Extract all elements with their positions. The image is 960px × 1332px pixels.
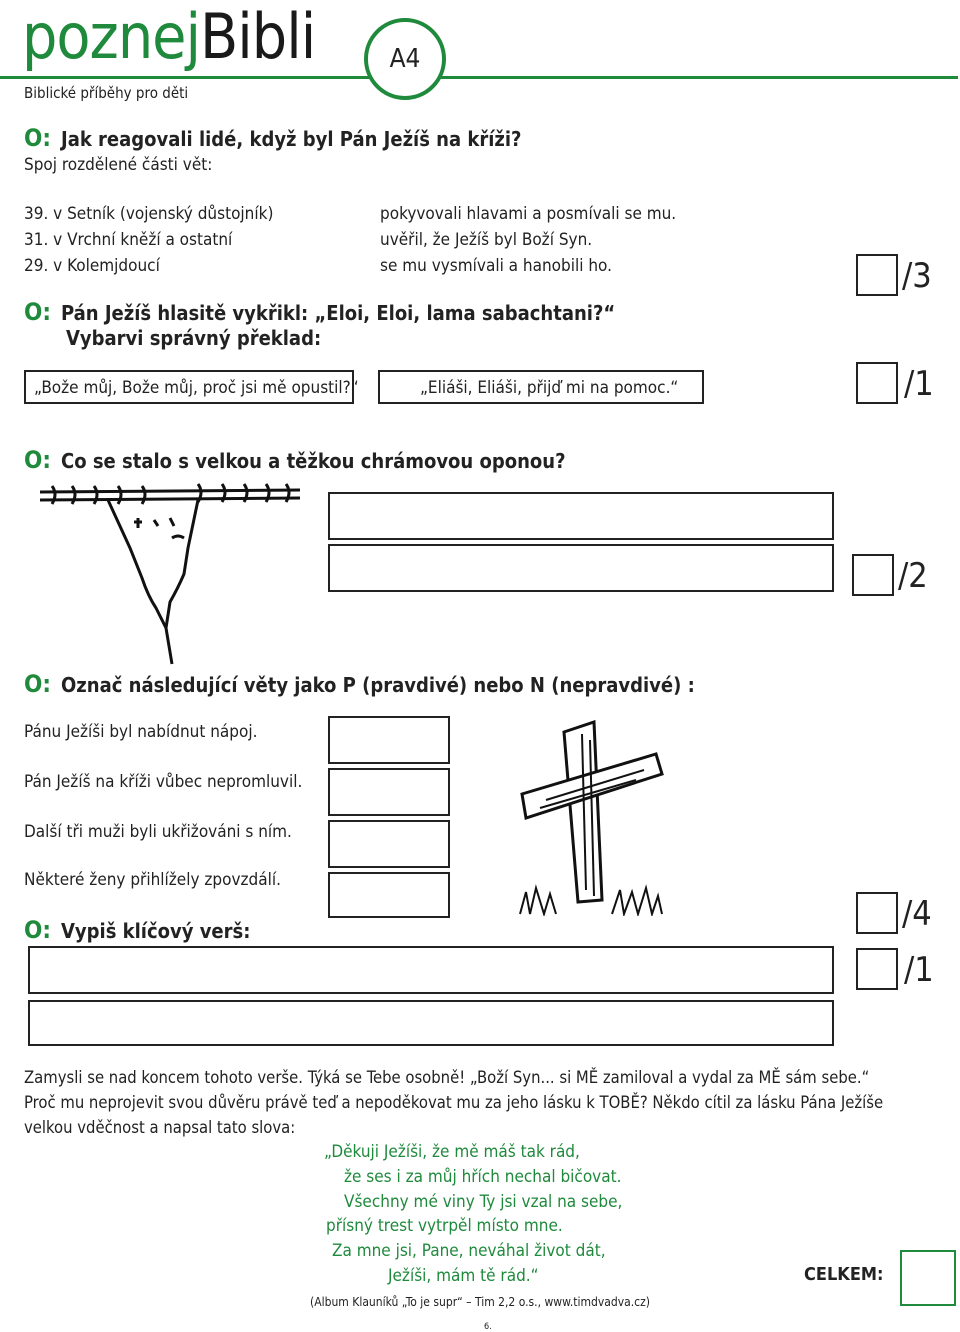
total-label: CELKEM: <box>804 1264 884 1285</box>
poem-line-3: Všechny mé viny Ty jsi vzal na sebe, <box>344 1192 623 1212</box>
q2-option-2-label: „Eliáši, Eliáši, přijď mi na pomoc.“ <box>420 378 679 398</box>
page-number: 6. <box>484 1322 492 1332</box>
q4-statement-2: Pán Ježíš na kříži vůbec nepromluvil. <box>24 772 303 792</box>
question-2-text: Pán Ježíš hlasitě vykřikl: „Eloi, Eloi, lama sabachtani?“ <box>61 301 616 325</box>
q4-statement-3: Další tři muži byli ukřižováni s ním. <box>24 822 292 842</box>
header-rule <box>0 76 958 79</box>
logo <box>22 2 315 72</box>
q1-left-1: 39. v Setník (vojenský důstojník) <box>24 204 274 224</box>
q1-left-3: 29. v Kolemjdoucí <box>24 256 160 276</box>
badge-label: A4 <box>389 44 421 74</box>
torn-curtain-illustration <box>38 478 306 668</box>
logo-part-1: poznej <box>22 0 201 73</box>
question-4-text: Označ následující věty jako P (pravdivé) nebo N (nepravdivé) : <box>61 673 695 697</box>
q1-right-2: uvěřil, že Ježíš byl Boží Syn. <box>380 230 593 250</box>
q4-statement-1: Pánu Ježíši byl nabídnut nápoj. <box>24 722 258 742</box>
poem-line-5: Za mne jsi, Pane, neváhal život dát, <box>332 1241 606 1261</box>
question-1-instruction: Spoj rozdělené části vět: <box>24 155 213 175</box>
q4-answer-box-2[interactable] <box>328 768 450 816</box>
header-subtitle: Biblické příběhy pro děti <box>24 84 189 102</box>
reflection-line-1: Zamysli se nad koncem tohoto verše. Týká se Tebe osobně! „Boží Syn... si MĚ zamiloval a vydal za MĚ sám sebe.“ <box>24 1068 870 1087</box>
q1-score-box[interactable] <box>856 254 898 296</box>
q3-answer-line-2[interactable] <box>328 544 834 592</box>
question-2 <box>24 298 615 326</box>
q3-answer-line-1[interactable] <box>328 492 834 540</box>
q4-statement-4: Některé ženy přihlížely zpovzdálí. <box>24 870 281 890</box>
poem-line-6: Ježíši, mám tě rád.“ <box>388 1266 539 1286</box>
question-4-prefix: O: <box>24 670 51 698</box>
q1-right-3: se mu vysmívali a hanobili ho. <box>380 256 612 276</box>
question-1 <box>24 124 521 152</box>
worksheet-badge <box>364 18 446 100</box>
poem-source: (Album Klauníků „To je supr“ – Tim 2,2 o.s., www.timdvadva.cz) <box>310 1295 650 1309</box>
total-score-box[interactable] <box>900 1250 956 1306</box>
q4-answer-box-1[interactable] <box>328 716 450 764</box>
q4-answer-box-3[interactable] <box>328 820 450 868</box>
poem-line-1: „Děkuji Ježíši, že mě máš tak rád, <box>324 1142 580 1162</box>
question-5 <box>24 916 250 944</box>
q4-answer-box-4[interactable] <box>328 872 450 918</box>
cross-illustration <box>516 720 668 916</box>
q2-score-box[interactable] <box>856 362 898 404</box>
q3-score: /2 <box>898 556 928 596</box>
q5-answer-line-2[interactable] <box>28 1000 834 1046</box>
question-2-prefix: O: <box>24 298 51 326</box>
logo-part-2: Bibli <box>200 0 316 73</box>
question-3 <box>24 446 566 474</box>
q1-left-2: 31. v Vrchní kněží a ostatní <box>24 230 233 250</box>
q5-score: /1 <box>904 950 934 990</box>
q1-right-1: pokyvovali hlavami a posmívali se mu. <box>380 204 677 224</box>
question-5-text: Vypiš klíčový verš: <box>61 919 251 943</box>
question-1-text: Jak reagovali lidé, když byl Pán Ježíš na kříži? <box>61 127 522 151</box>
poem-line-4: přísný trest vytrpěl místo mne. <box>326 1216 563 1236</box>
question-3-prefix: O: <box>24 446 51 474</box>
q5-answer-line-1[interactable] <box>28 946 834 994</box>
q3-score-box[interactable] <box>852 554 894 596</box>
q4-score: /4 <box>902 894 932 934</box>
q4-score-box[interactable] <box>856 892 898 934</box>
q2-score: /1 <box>904 364 934 404</box>
poem-line-2: že ses i za můj hřích nechal bičovat. <box>344 1167 622 1187</box>
question-4 <box>24 670 695 698</box>
question-3-text: Co se stalo s velkou a těžkou chrámovou oponou? <box>61 449 566 473</box>
q5-score-box[interactable] <box>856 948 898 990</box>
question-2-instruction: Vybarvi správný překlad: <box>66 326 322 350</box>
q2-option-1-label: „Bože můj, Bože můj, proč jsi mě opustil?“ <box>34 378 359 398</box>
q1-score: /3 <box>902 256 932 296</box>
question-5-prefix: O: <box>24 916 51 944</box>
reflection-line-3: velkou vděčnost a napsal tato slova: <box>24 1118 296 1137</box>
question-1-prefix: O: <box>24 124 51 152</box>
reflection-line-2: Proč mu neprojevit svou důvěru právě teď a nepoděkovat mu za jeho lásku k TOBĚ? Někdo cítil za lásku Pána Ježíše <box>24 1093 884 1112</box>
